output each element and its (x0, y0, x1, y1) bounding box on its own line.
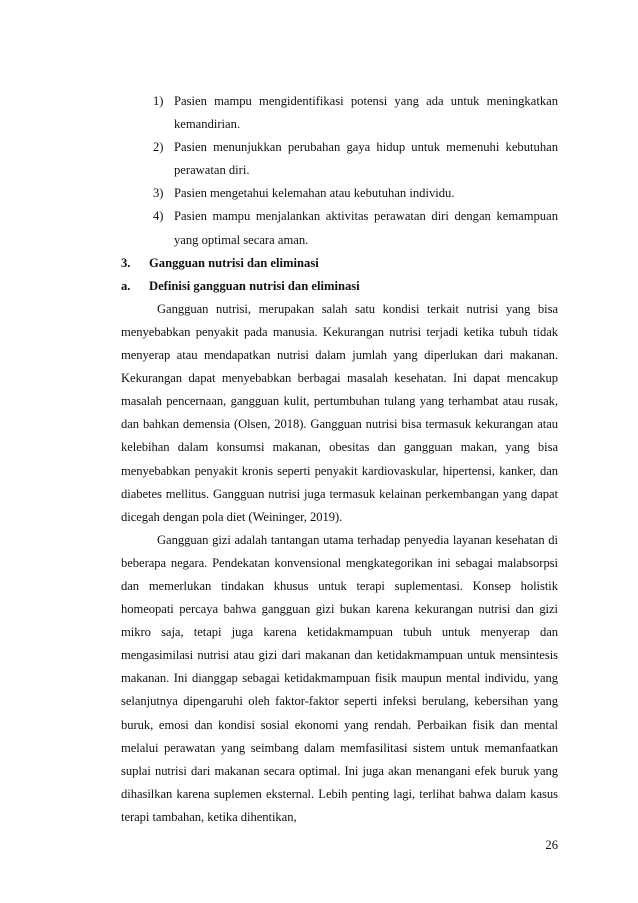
body-paragraph: Gangguan nutrisi, merupakan salah satu kondisi terkait nutrisi yang bisa menyebabkan penyakit pada manusia. Kekurangan nutrisi terjadi ketika tubuh tidak menyerap atau mendapatkan nutrisi dalam jumlah yang diperlukan dari makanan. Kekurangan dapat menyebabkan berbagai masalah kesehatan. Ini dapat mencakup masalah pencernaan, gangguan kulit, pertumbuhan tulang yang terhambat atau rusak, dan bahkan demensia (Olsen, 2018). Gangguan nutrisi bisa termasuk kekurangan atau kelebihan dalam konsumsi makanan, obesitas dan gangguan makan, yang bisa menyebabkan penyakit kronis seperti penyakit kardiovaskular, hipertensi, kanker, dan diabetes mellitus. Gangguan nutrisi juga termasuk kelainan perkembangan yang dapat dicegah dengan pola diet (Weininger, 2019). (121, 301, 558, 524)
list-item-text: Pasien mengetahui kelemahan atau kebutuhan individu. (174, 186, 455, 201)
list-item (121, 205, 558, 251)
list-item-text: Pasien mampu menjalankan aktivitas perawatan diri dengan kemampuan yang optimal secara aman. (174, 209, 558, 247)
list-item-number: 4) (153, 209, 164, 224)
section-heading (121, 252, 558, 275)
subsection-title: Definisi gangguan nutrisi dan eliminasi (149, 278, 360, 293)
section-number: 3. (121, 255, 131, 270)
body-paragraph: Gangguan gizi adalah tantangan utama terhadap penyedia layanan kesehatan di beberapa negara. Pendekatan konvensional mengkategorikan ini sebagai malabsorpsi dan memerlukan tindakan khusus untuk terapi suplementasi. Konsep holistik homeopati percaya bahwa gangguan gizi bukan karena kekurangan nutrisi dan gizi mikro saja, tetapi juga karena ketidakmampuan tubuh untuk menyerap dan mengasimilasi nutrisi atau gizi dari makanan dan ketidakmampuan untuk mensintesis makanan. Ini dianggap sebagai ketidakmampuan fisik maupun mental individu, yang selanjutnya dipengaruhi oleh faktor-faktor seperti infeksi berulang, kebersihan yang buruk, emosi dan kondisi sosial ekonomi yang rendah. Perbaikan fisik dan mental melalui perawatan yang seimbang dalam memfasilitasi sistem untuk memanfaatkan suplai nutrisi dari makanan secara optimal. Ini juga akan menangani efek buruk yang dihasilkan karena suplemen eksternal. Lebih penting lagi, terlihat bahwa dalam kasus terapi tambahan, ketika dihentikan, (121, 532, 558, 824)
list-item-number: 1) (153, 94, 164, 108)
list-item-text: Pasien menunjukkan perubahan gaya hidup untuk memenuhi kebutuhan perawatan diri. (174, 140, 558, 178)
section-title: Gangguan nutrisi dan eliminasi (149, 255, 319, 270)
list-item (121, 90, 558, 136)
list-item-number: 2) (153, 140, 164, 155)
list-item (121, 182, 558, 205)
subsection-number: a. (121, 278, 131, 293)
page-content (121, 90, 558, 829)
criteria-list (121, 90, 558, 252)
page-number: 26 (545, 838, 558, 852)
list-item-text: Pasien mampu mengidentifikasi potensi yang ada untuk meningkatkan kemandirian. (174, 94, 558, 132)
list-item (121, 136, 558, 182)
subsection-heading (121, 275, 558, 298)
list-item-number: 3) (153, 186, 164, 201)
